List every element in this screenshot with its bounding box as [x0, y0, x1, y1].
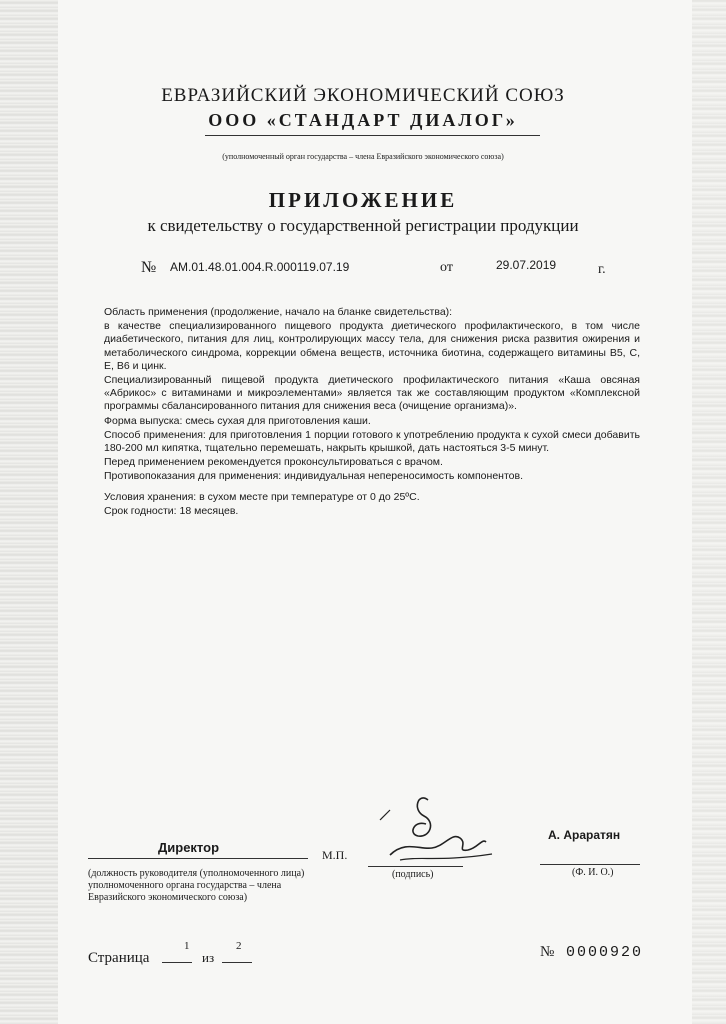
certificate-date: 29.07.2019 [496, 258, 557, 272]
authority-name: ООО «СТАНДАРТ ДИАЛОГ» [208, 110, 518, 130]
signature-image [360, 780, 510, 880]
signature-underline [368, 866, 463, 867]
body-paragraph: Специализированный пищевой продукта диетического профилактического питания «Каша овсяная «Абрикос» с витаминами и микроэлементами» является так же составляющим продуктом «Комплексной программы сбалансированного питания для снижения веса (очищение организма)». [104, 374, 640, 413]
page-total-underline [222, 962, 252, 963]
name-caption: (Ф. И. О.) [572, 867, 614, 878]
signature-caption: (подпись) [392, 869, 434, 880]
document-body [104, 306, 640, 519]
body-paragraph: Срок годности: 18 месяцев. [104, 504, 239, 517]
name-underline [540, 864, 640, 865]
body-paragraph: в качестве специализированного пищевого продукта диетического профилактического, в том числе диабетического, питания для лиц, контролирующих массу тела, для снижения риска развития ожирения и метаболического синдрома, коррекции обмена веществ, источника биотина, содержащего витамины В5, С, Е, В6 и цинк. [104, 320, 640, 372]
page-current-underline [162, 962, 192, 963]
position-caption: (должность руководителя (уполномоченного лица) уполномоченного органа государства – члена Евразийского экономического союза) [88, 868, 305, 903]
number-sign: № [141, 259, 157, 276]
director-label: Директор [158, 840, 220, 855]
authority-caption: (уполномоченный орган государства – члена Евразийского экономического союза) [222, 152, 504, 161]
serial-number: 0000920 [566, 944, 644, 961]
certificate-number: AM.01.48.01.004.R.000119.07.19 [170, 260, 350, 274]
body-paragraph: Перед применением рекомендуется проконсультироваться с врачом. [104, 456, 443, 469]
page-label: Страница [88, 950, 150, 966]
body-paragraph: Область применения (продолжение, начало на бланке свидетельства): [104, 306, 453, 318]
document-title: ПРИЛОЖЕНИЕ [268, 188, 458, 212]
serial-sign: № [540, 944, 555, 960]
position-underline [88, 858, 308, 859]
union-title: ЕВРАЗИЙСКИЙ ЭКОНОМИЧЕСКИЙ СОЮЗ [161, 85, 565, 106]
page-of-label: из [202, 950, 215, 965]
body-paragraph: Способ применения: для приготовления 1 порции готового к употреблению продукта к сухой смеси добавить 180-200 мл кипятка, тщательно перемешать, накрыть крышкой, дать настояться 3-5 минут. [104, 428, 640, 455]
stamp-place-label: М.П. [322, 848, 348, 862]
body-paragraph: Условия хранения: в сухом месте при температуре от 0 до 25ºС. [104, 490, 420, 503]
date-prefix: от [440, 260, 453, 275]
signatory-name: А. Араратян [548, 828, 621, 842]
authority-underline [205, 135, 540, 136]
date-suffix: г. [598, 262, 606, 277]
document-subtitle: к свидетельству о государственной регистрации продукции [147, 216, 579, 235]
body-paragraph: Форма выпуска: смесь сухая для приготовления каши. [104, 414, 371, 427]
body-paragraph: Противопоказания для применения: индивидуальная непереносимость компонентов. [104, 470, 523, 483]
page-total: 2 [236, 940, 242, 952]
page-current: 1 [184, 940, 190, 952]
